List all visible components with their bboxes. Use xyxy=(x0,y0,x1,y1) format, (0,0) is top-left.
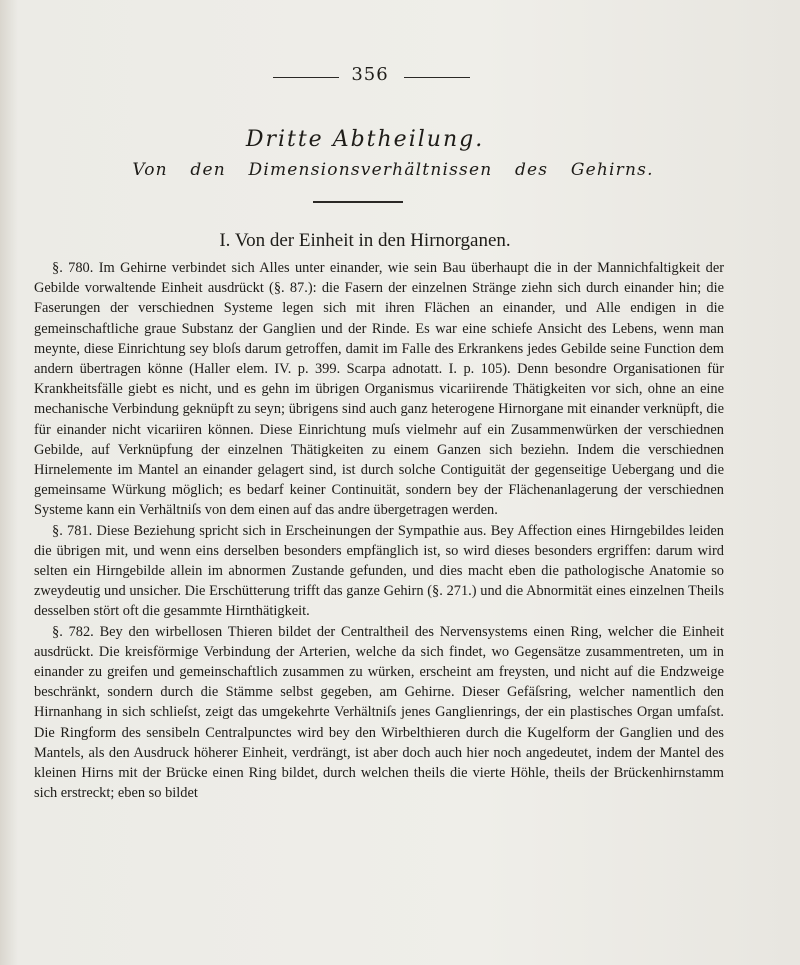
page-header xyxy=(0,64,800,94)
paragraph-780 xyxy=(34,258,724,521)
section-subtitle: Von den Dimensionsverhältnissen des Gehirns. xyxy=(132,160,654,180)
paragraph-number: §. 781. xyxy=(52,522,93,539)
header-rule-left xyxy=(273,77,339,78)
body-text xyxy=(34,258,724,803)
section-title: Dritte Abtheilung. xyxy=(245,127,485,152)
paragraph-text: Im Gehirne verbindet sich Alles unter einander, wie sein Bau überhaupt die in der Mannichfaltigkeit der Gebilde vorwaltende Einheit ausdrückt (§. 87.): die Fasern der einzelnen Stränge ziehn sich durch einander hin; die Faserungen der verschiednen Systeme legen sich mit ihren Flächen an einander, und Alle endigen in die gemeinschaftliche graue Substanz der Ganglien und der Rinde. Es war eine schiefe Ansicht des Lebens, wenn man meynte, diese Einrichtung sey bloſs darum getroffen, damit im Falle des Erkrankens jedes Gebilde seine Function dem andern übertragen könne (Haller elem. IV. p. 399. Scarpa adnotatt. I. p. 105). Denn besondre Organisationen für Krankheitsfälle giebt es nicht, und es gehn im übrigen Organismus vicariirende Thätigkeiten vor sich, ohne an eine mechanische Verbindung geknüpft zu seyn; übrigens sind auch ganz heterogene Hirnorgane mit einander verknüpft, die für einander nicht vicariiren können. Diese Einrichtung muſs vielmehr auf ein Zusammenwürken der verschiednen Gebilde, auf Verknüpfung der einzelnen Thätigkeiten zu einem Ganzen sich beziehn. Indem die verschiednen Hirnelemente im Mantel an einander gelagert sind, ist durch solche Contiguität der gegenseitige Uebergang und die gemeinsame Würkung möglich; es bedarf keiner Continuität, sondern bey der Flächenanlagerung der verschiednen Systeme kann ein Verhältniſs von dem einen auf das andre übergetragen werden. xyxy=(34,260,725,519)
paragraph-782 xyxy=(34,622,724,804)
page-number: 356 xyxy=(351,64,389,85)
paragraph-text: Bey den wirbellosen Thieren bildet der Centraltheil des Nervensystems einen Ring, welcher die Einheit ausdrückt. Die kreisförmige Verbindung der Arterien, welche da sich findet, wo Gegensätze zusammentreten, um in einander zu greifen und gemeinschaftlich zusammen zu würken, erscheint am freysten, und nicht auf die Endzweige beschränkt, sondern durch die Stämme selbst gegeben, am Gehirne. Dieser Gefäſsring, welcher namentlich den Hirnanhang in sich schlieſst, zeigt das umgekehrte Verhältniſs jenes Ganglienrings, der ein plastisches Organ umfaſst. Die Ringform des sensibeln Centralpunctes wird bey den Wirbelthieren durch die Kugelform der Ganglien und des Mantels, als den Ausdruck höherer Einheit, verdrängt, ist aber doch auch hier noch angedeutet, indem der Mantel des kleinen Hirns mit der Brücke einen Ring bildet, durch welchen theils die vierte Höhle, theils der Brückenhirnstamm sich erstreckt; eben so bildet xyxy=(34,623,724,802)
paragraph-text: Diese Beziehung spricht sich in Erscheinungen der Sympathie aus. Bey Affection eines Hirngebildes leiden die übrigen mit, und wenn eins derselben besonders empfänglich ist, so wird dieses besonders ergriffen: darum wird selten ein Hirngebilde allein im abnormen Zustande gefunden, und dies macht eben die pathologische Anatomie so zweydeutig und unsicher. Die Erschütterung trifft das ganze Gehirn (§. 271.) und die Abnormität eines einzelnen Theils desselben stört oft die gesammte Hirnthätigkeit. xyxy=(34,522,724,620)
paragraph-number: §. 780. xyxy=(52,260,94,276)
ornament-divider xyxy=(313,201,403,203)
paragraph-number: §. 782. xyxy=(52,623,94,640)
chapter-heading: I. Von der Einheit in den Hirnorganen. xyxy=(219,230,511,251)
header-rule-right xyxy=(404,77,470,78)
paragraph-781 xyxy=(34,521,724,622)
